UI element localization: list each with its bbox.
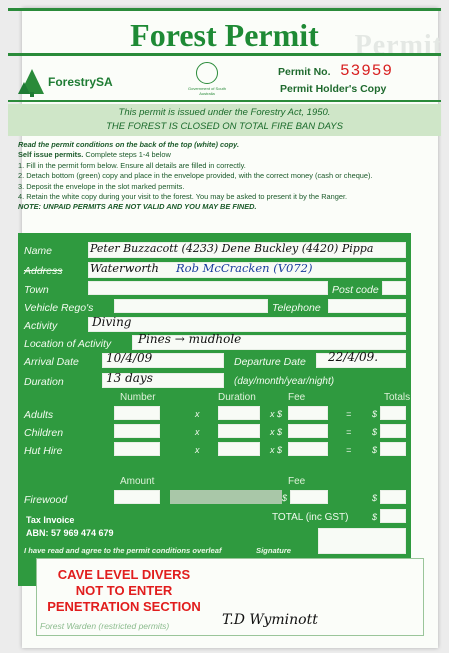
children-total-field[interactable] — [380, 424, 406, 438]
hut-fee-field[interactable] — [288, 442, 328, 456]
forestry-tree-icon — [18, 68, 46, 98]
signature-label: Signature — [256, 546, 292, 555]
firewood-total-field[interactable] — [380, 490, 406, 504]
postcode-field[interactable] — [382, 281, 406, 295]
page-title: Forest Permit — [130, 17, 319, 53]
multiply-sign: x — [195, 427, 200, 437]
equals-sign: = — [346, 445, 352, 455]
duration-hint: (day/month/year/night) — [234, 376, 335, 387]
divider — [8, 100, 441, 102]
hut-number-field[interactable] — [114, 442, 160, 456]
multiply-dollar-sign: x $ — [270, 445, 283, 455]
instruction-step: 1. Fill in the permit form below. Ensure all details are filled in correctly. — [18, 160, 246, 170]
telephone-field[interactable] — [328, 299, 406, 313]
adults-total-field[interactable] — [380, 406, 406, 420]
dollar-sign: $ — [372, 445, 378, 455]
fee-header: Fee — [288, 392, 306, 403]
restriction-stamp — [34, 567, 214, 615]
telephone-label: Telephone — [272, 302, 321, 314]
tax-invoice — [26, 514, 114, 540]
org-logo-text: ForestrySA — [48, 75, 113, 89]
adults-duration-field[interactable] — [218, 406, 260, 420]
ghost-title-bleed: Permit — [354, 30, 443, 61]
equals-sign: = — [346, 427, 352, 437]
vehicle-field[interactable] — [114, 299, 268, 313]
adults-fee-field[interactable] — [288, 406, 328, 420]
arrival-label: Arrival Date — [24, 356, 79, 368]
departure-value: 22/4/09. — [328, 350, 379, 364]
stamp-line: CAVE LEVEL DIVERS — [57, 567, 191, 582]
firewood-fee-header: Fee — [288, 476, 306, 487]
activity-field[interactable] — [88, 317, 406, 332]
unpaid-notice: NOTE: UNPAID PERMITS ARE NOT VALID AND YOU MAY BE FINED. — [18, 202, 257, 212]
banner-line-2: THE FOREST IS CLOSED ON TOTAL FIRE BAN DAYS — [106, 121, 343, 132]
government-crest-icon — [196, 62, 218, 84]
multiply-dollar-sign: x $ — [270, 427, 283, 437]
dollar-sign: $ — [282, 493, 288, 503]
instructions-self-issue — [18, 150, 413, 160]
equals-sign: = — [346, 409, 352, 419]
tax-invoice-label: Tax Invoice — [26, 515, 75, 525]
duration-label: Duration — [24, 376, 64, 388]
multiply-sign: x — [195, 409, 200, 419]
dollar-sign: $ — [372, 427, 378, 437]
instructions — [18, 140, 413, 213]
firewood-amount-field[interactable] — [114, 490, 160, 504]
copy-label: Permit Holder's Copy — [280, 83, 387, 95]
address-value-b: Rob McCracken (V072) — [176, 261, 313, 275]
self-issue-rest: Complete steps 1-4 below — [83, 150, 171, 160]
children-number-field[interactable] — [114, 424, 160, 438]
instruction-step: 4. Retain the white copy during your visit to the forest. You may be asked to present it by the Ranger. — [18, 192, 348, 202]
crest-caption: Government of South Australia — [187, 86, 227, 96]
arrival-value: 10/4/09 — [106, 351, 153, 365]
instructions-read: Read the permit conditions on the back of the top (white) copy. — [18, 140, 240, 149]
departure-label: Departure Date — [234, 356, 306, 368]
warden-label: Forest Warden (restricted permits) — [40, 621, 170, 631]
children-duration-field[interactable] — [218, 424, 260, 438]
town-field[interactable] — [88, 281, 328, 295]
adults-label: Adults — [24, 409, 54, 421]
location-value: Pines → mudhole — [138, 332, 242, 346]
permit-number: 53959 — [340, 62, 394, 80]
hut-hire-label: Hut Hire — [24, 445, 63, 457]
duration-header: Duration — [218, 392, 256, 403]
abn: ABN: 57 969 474 679 — [26, 528, 114, 538]
name-value: Peter Buzzacott (4233) Dene Buckley (4420) Pippa — [90, 242, 374, 255]
amount-header: Amount — [120, 476, 155, 487]
multiply-dollar-sign: x $ — [270, 409, 283, 419]
banner-line-1: This permit is issued under the Forestry Act, 1950. — [118, 107, 331, 118]
permit-number-label: Permit No. — [278, 66, 331, 78]
warden-signature: T.D Wyminott — [222, 612, 318, 628]
signature-field[interactable] — [318, 528, 406, 554]
firewood-fee-field[interactable] — [290, 490, 328, 504]
activity-label: Activity — [24, 320, 58, 332]
instruction-step: 2. Detach bottom (green) copy and place in the envelope provided, with the correct money (cash or cheque). — [18, 171, 373, 181]
duration-value: 13 days — [106, 371, 153, 385]
number-header: Number — [120, 392, 156, 403]
firewood-shaded-area — [170, 490, 282, 504]
activity-value: Diving — [92, 315, 132, 329]
postcode-label: Post code — [332, 284, 379, 296]
stamp-line: PENETRATION SECTION — [47, 599, 201, 614]
hut-duration-field[interactable] — [218, 442, 260, 456]
children-label: Children — [24, 427, 64, 439]
total-field[interactable] — [380, 509, 406, 523]
firewood-label: Firewood — [24, 494, 68, 506]
agree-text: I have read and agree to the permit conditions overleaf — [24, 546, 222, 555]
address-label: Address — [24, 265, 63, 277]
hut-total-field[interactable] — [380, 442, 406, 456]
town-label: Town — [24, 284, 49, 296]
name-label: Name — [24, 245, 53, 257]
adults-number-field[interactable] — [114, 406, 160, 420]
totals-header: Totals — [384, 392, 411, 403]
location-label: Location of Activity — [24, 338, 112, 350]
self-issue-bold: Self issue permits. — [18, 150, 84, 160]
dollar-sign: $ — [372, 493, 378, 503]
dollar-sign: $ — [372, 409, 378, 419]
stamp-line: NOT TO ENTER — [75, 583, 173, 598]
total-label: TOTAL (inc GST) — [272, 512, 349, 523]
children-fee-field[interactable] — [288, 424, 328, 438]
multiply-sign: x — [195, 445, 200, 455]
dollar-sign: $ — [372, 512, 378, 522]
legal-banner — [8, 104, 441, 136]
address-value-a: Waterworth — [90, 261, 159, 275]
vehicle-label: Vehicle Rego's — [24, 302, 94, 314]
title-band — [8, 8, 441, 56]
instruction-step: 3. Deposit the envelope in the slot marked permits. — [18, 181, 185, 191]
